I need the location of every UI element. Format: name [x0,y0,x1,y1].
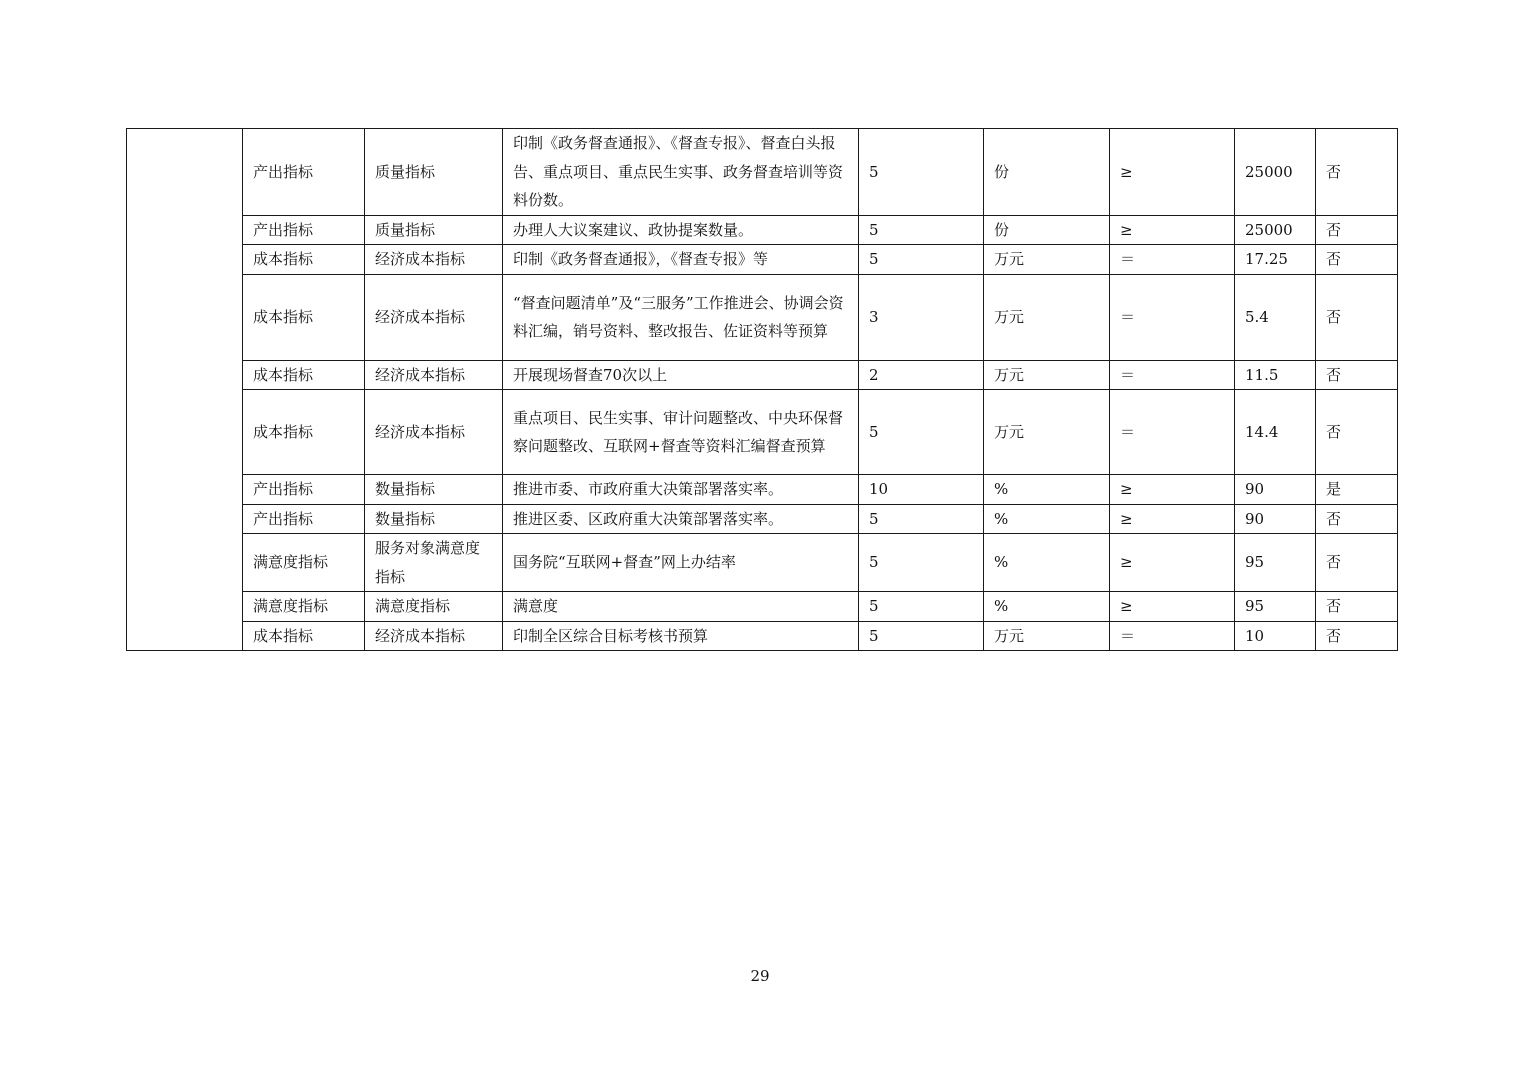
performance-indicator-table [126,128,1398,651]
unit-cell: 份 [984,215,1110,245]
level2-indicator-cell: 经济成本指标 [365,274,503,360]
operator-cell: ≥ [1110,504,1235,534]
core-indicator-cell: 否 [1316,215,1398,245]
core-indicator-cell: 否 [1316,245,1398,275]
weight-cell: 5 [859,534,984,592]
core-indicator-cell: 否 [1316,592,1398,622]
weight-cell: 10 [859,475,984,505]
table-row [127,592,1398,622]
target-value-cell: 25000 [1235,129,1316,216]
indicator-content-cell: 办理人大议案建议、政协提案数量。 [503,215,859,245]
table-body [127,129,1398,651]
level1-indicator-cell: 成本指标 [243,274,365,360]
level2-indicator-cell: 经济成本指标 [365,360,503,390]
core-indicator-cell: 否 [1316,360,1398,390]
level1-indicator-cell: 成本指标 [243,621,365,651]
unit-cell: % [984,504,1110,534]
level2-indicator-cell: 质量指标 [365,129,503,216]
operator-cell: ≥ [1110,592,1235,622]
table-row [127,360,1398,390]
indicator-content-cell: 满意度 [503,592,859,622]
target-value-cell: 11.5 [1235,360,1316,390]
core-indicator-cell: 否 [1316,274,1398,360]
level2-indicator-cell: 数量指标 [365,504,503,534]
operator-cell: ≥ [1110,215,1235,245]
table-row [127,621,1398,651]
unit-cell: % [984,592,1110,622]
indicator-content-cell: 重点项目、民生实事、审计问题整改、中央环保督察问题整改、互联网+督查等资料汇编督查预算 [503,390,859,475]
table-row [127,534,1398,592]
target-value-cell: 95 [1235,592,1316,622]
weight-cell: 5 [859,592,984,622]
table-row [127,274,1398,360]
table-row [127,245,1398,275]
operator-cell: ＝ [1110,274,1235,360]
page-number: 29 [750,967,770,985]
target-value-cell: 95 [1235,534,1316,592]
core-indicator-cell: 否 [1316,504,1398,534]
indicator-content-cell: 推进区委、区政府重大决策部署落实率。 [503,504,859,534]
unit-cell: 万元 [984,360,1110,390]
target-value-cell: 90 [1235,504,1316,534]
core-indicator-cell: 否 [1316,621,1398,651]
level1-indicator-cell: 产出指标 [243,129,365,216]
indicator-content-cell: 印制《政务督查通报》、《督查专报》、督查白头报告、重点项目、重点民生实事、政务督查培训等资料份数。 [503,129,859,216]
level1-indicator-cell: 满意度指标 [243,592,365,622]
table-row [127,390,1398,475]
level1-indicator-cell: 满意度指标 [243,534,365,592]
table-row [127,475,1398,505]
project-name-cell [127,129,243,651]
level2-indicator-cell: 经济成本指标 [365,245,503,275]
core-indicator-cell: 否 [1316,534,1398,592]
level1-indicator-cell: 成本指标 [243,390,365,475]
level2-indicator-cell: 数量指标 [365,475,503,505]
core-indicator-cell: 否 [1316,129,1398,216]
weight-cell: 2 [859,360,984,390]
unit-cell: 万元 [984,274,1110,360]
level2-indicator-cell: 满意度指标 [365,592,503,622]
weight-cell: 5 [859,504,984,534]
weight-cell: 5 [859,215,984,245]
level2-indicator-cell: 服务对象满意度指标 [365,534,503,592]
operator-cell: ＝ [1110,245,1235,275]
unit-cell: 万元 [984,390,1110,475]
core-indicator-cell: 是 [1316,475,1398,505]
level1-indicator-cell: 成本指标 [243,245,365,275]
table-row [127,129,1398,216]
unit-cell: 万元 [984,245,1110,275]
operator-cell: ＝ [1110,360,1235,390]
target-value-cell: 14.4 [1235,390,1316,475]
table-row [127,504,1398,534]
unit-cell: 万元 [984,621,1110,651]
indicator-content-cell: 开展现场督查70次以上 [503,360,859,390]
unit-cell: % [984,534,1110,592]
indicator-content-cell: 印制全区综合目标考核书预算 [503,621,859,651]
unit-cell: % [984,475,1110,505]
table-row [127,215,1398,245]
level1-indicator-cell: 产出指标 [243,475,365,505]
core-indicator-cell: 否 [1316,390,1398,475]
level2-indicator-cell: 质量指标 [365,215,503,245]
operator-cell: ＝ [1110,390,1235,475]
weight-cell: 3 [859,274,984,360]
weight-cell: 5 [859,129,984,216]
level1-indicator-cell: 产出指标 [243,215,365,245]
level2-indicator-cell: 经济成本指标 [365,390,503,475]
level1-indicator-cell: 成本指标 [243,360,365,390]
operator-cell: ≥ [1110,475,1235,505]
operator-cell: ≥ [1110,129,1235,216]
indicator-content-cell: “督查问题清单”及“三服务”工作推进会、协调会资料汇编，销号资料、整改报告、佐证资料等预算 [503,274,859,360]
indicator-content-cell: 印制《政务督查通报》，《督查专报》等 [503,245,859,275]
target-value-cell: 10 [1235,621,1316,651]
level2-indicator-cell: 经济成本指标 [365,621,503,651]
level1-indicator-cell: 产出指标 [243,504,365,534]
weight-cell: 5 [859,390,984,475]
weight-cell: 5 [859,245,984,275]
indicator-content-cell: 国务院“互联网+督查”网上办结率 [503,534,859,592]
target-value-cell: 5.4 [1235,274,1316,360]
weight-cell: 5 [859,621,984,651]
target-value-cell: 25000 [1235,215,1316,245]
operator-cell: ≥ [1110,534,1235,592]
target-value-cell: 17.25 [1235,245,1316,275]
unit-cell: 份 [984,129,1110,216]
operator-cell: ＝ [1110,621,1235,651]
target-value-cell: 90 [1235,475,1316,505]
indicator-content-cell: 推进市委、市政府重大决策部署落实率。 [503,475,859,505]
